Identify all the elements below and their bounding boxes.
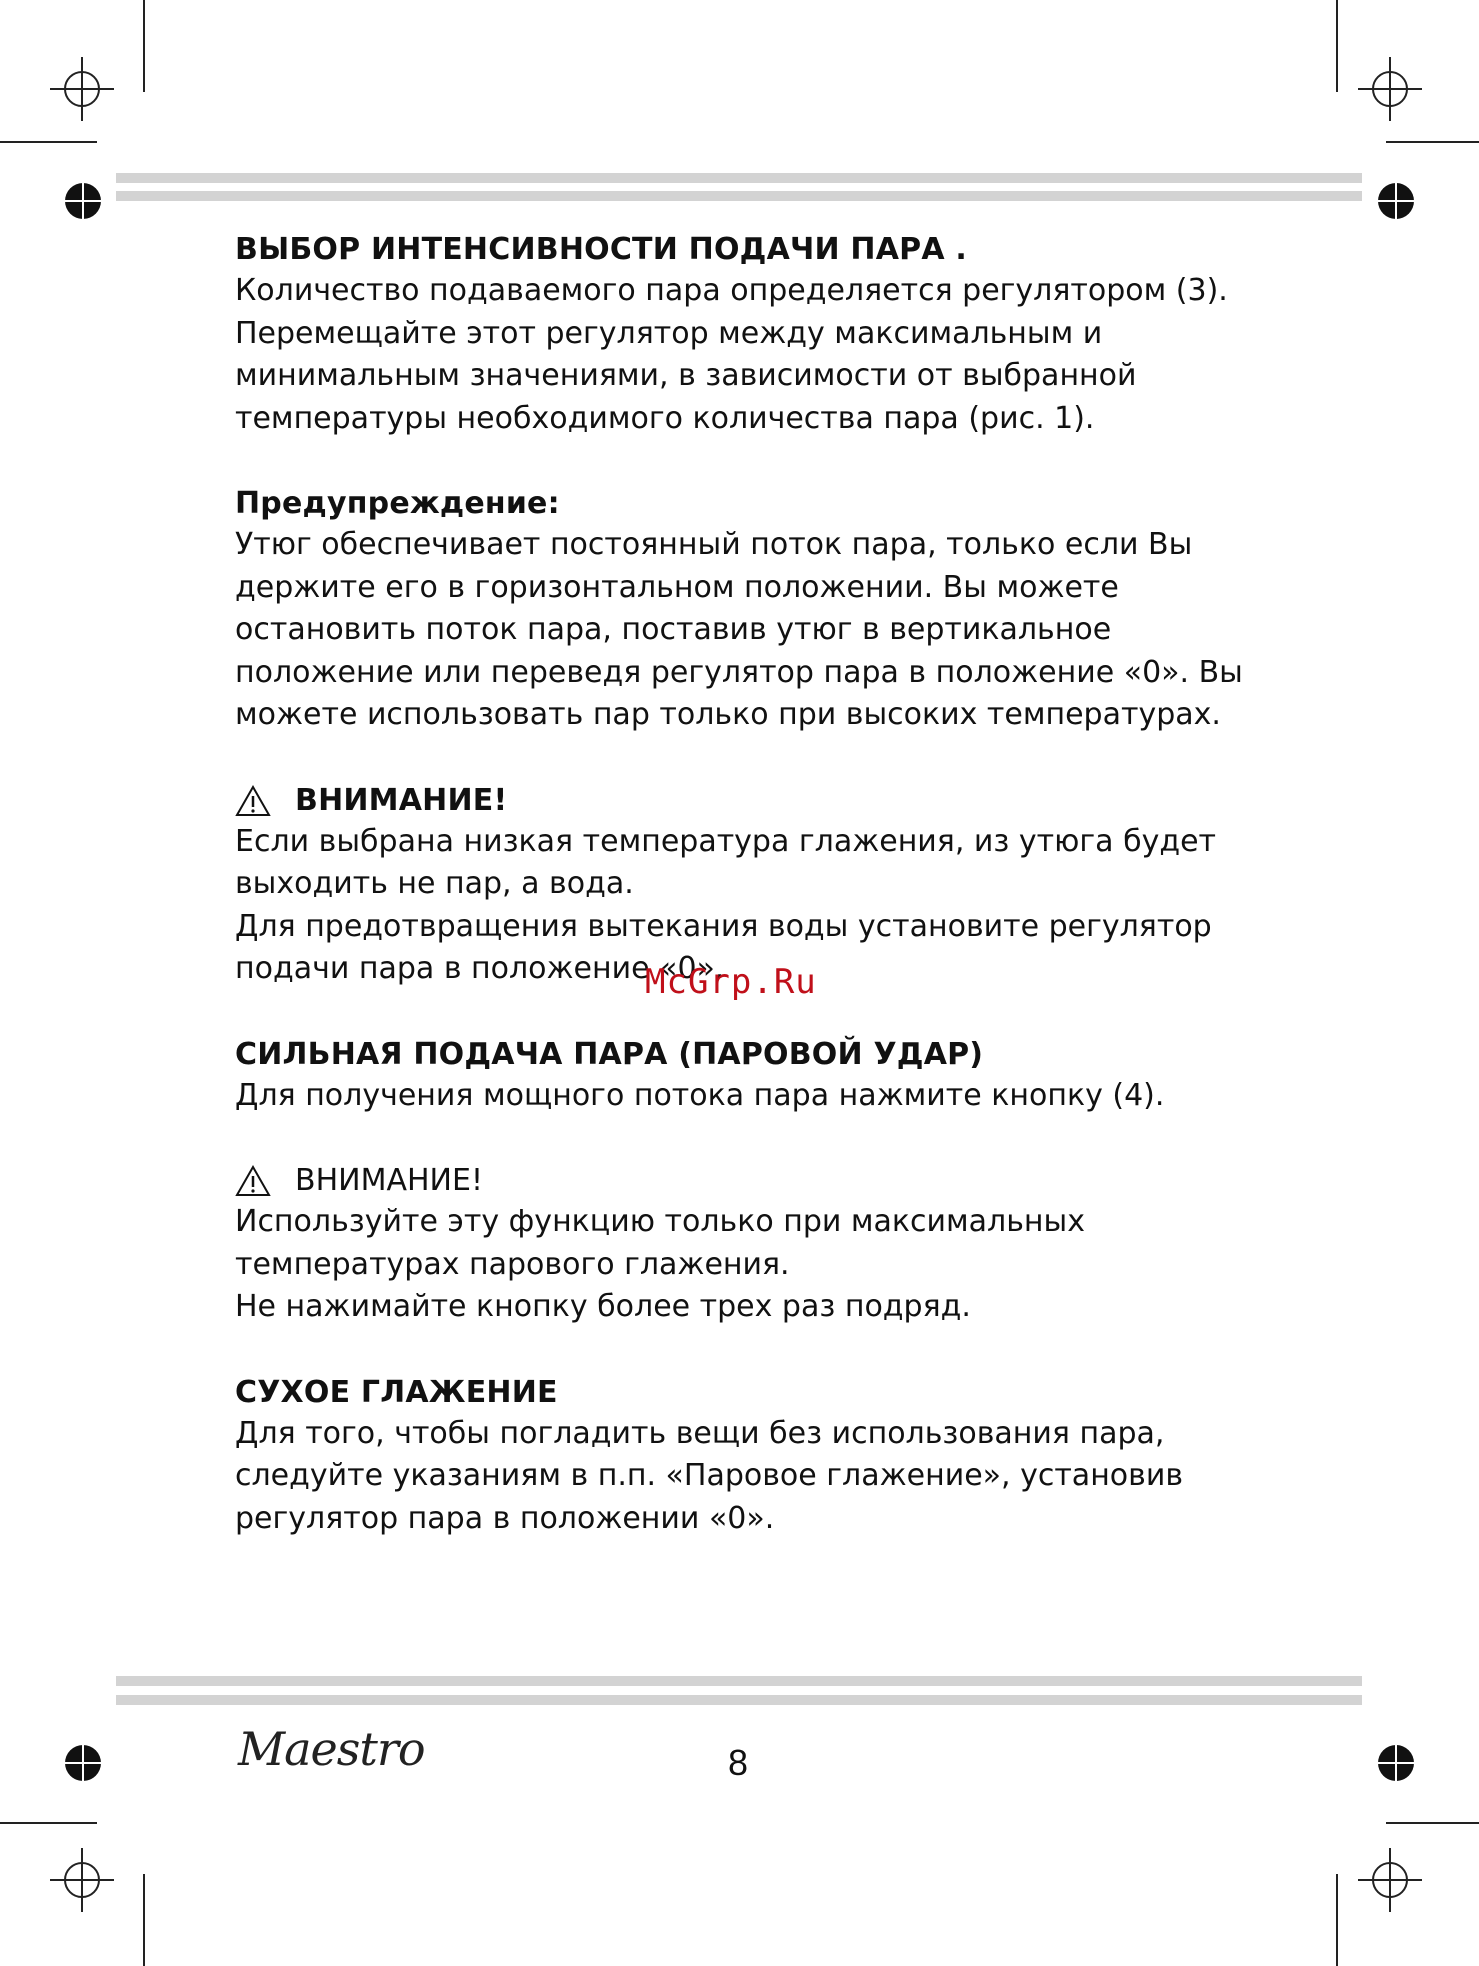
text-line: регулятор пара в положении «0». (235, 1500, 775, 1536)
registration-mark-icon (50, 1848, 114, 1912)
text-line: выходить не пар, а вода. (235, 866, 634, 901)
filled-circle-crosshair-icon (63, 181, 103, 221)
text-line: подачи пара в положение «0». (235, 951, 725, 986)
crop-line (0, 1822, 97, 1824)
watermark: McGrp.Ru (645, 962, 817, 1002)
text-line: положение или переведя регулятор пара в положение «0». Вы (235, 654, 1243, 690)
text-line: Для предотвращения вытекания воды установите регулятор (235, 908, 1212, 944)
registration-mark-icon (1358, 57, 1422, 121)
page-content (235, 230, 1255, 1540)
section-heading: ВНИМАНИЕ! (295, 1163, 483, 1198)
brand-logo: Maestro (238, 1722, 425, 1776)
attention-heading-row (235, 1161, 1255, 1201)
text-line: остановить поток пара, поставив утюг в вертикальное (235, 612, 1112, 647)
warning-triangle-icon (235, 785, 271, 817)
section-heading: ВНИМАНИЕ! (295, 782, 508, 818)
filled-circle-crosshair-icon (1376, 1743, 1416, 1783)
warning-triangle-icon (235, 1165, 271, 1197)
text-line: Количество подаваемого пара определяется регулятором (3). (235, 273, 1228, 308)
text-line: Для получения мощного потока пара нажмите кнопку (4). (235, 1077, 1165, 1113)
section-heading: ВЫБОР ИНТЕНСИВНОСТИ ПОДАЧИ ПАРА . (235, 232, 967, 267)
registration-mark-icon (1358, 1848, 1422, 1912)
crop-line (1386, 141, 1479, 143)
text-line: Для того, чтобы погладить вещи без использования пара, (235, 1415, 1165, 1451)
registration-mark-icon (50, 57, 114, 121)
text-line: Не нажимайте кнопку более трех раз подряд. (235, 1289, 971, 1324)
crop-line (1336, 0, 1338, 92)
footer-band-bottom (116, 1695, 1362, 1705)
section-attention-low-temp (235, 781, 1255, 991)
text-line: Перемещайте этот регулятор между максимальным и (235, 315, 1103, 351)
section-steam-intensity (235, 230, 1255, 440)
text-line: следуйте указаниям в п.п. «Паровое глажение», установив (235, 1458, 1184, 1493)
header-band-bottom (116, 191, 1362, 201)
text-line: можете использовать пар только при высоких температурах. (235, 697, 1221, 732)
section-steam-shot (235, 1035, 1255, 1118)
section-heading: СИЛЬНАЯ ПОДАЧА ПАРА (ПАРОВОЙ УДАР) (235, 1036, 984, 1072)
text-line: Используйте эту функцию только при максимальных (235, 1204, 1085, 1239)
section-heading: Предупреждение: (235, 486, 560, 521)
footer-band-top (116, 1676, 1362, 1686)
filled-circle-crosshair-icon (1376, 181, 1416, 221)
attention-heading-row (235, 781, 1255, 821)
section-warning (235, 484, 1255, 737)
crop-line (1336, 1874, 1338, 1966)
text-line: минимальным значениями, в зависимости от выбранной (235, 358, 1137, 393)
crop-line (143, 0, 145, 92)
text-line: температурах парового глажения. (235, 1246, 790, 1282)
text-line: Утюг обеспечивает постоянный поток пара, только если Вы (235, 527, 1193, 562)
filled-circle-crosshair-icon (63, 1743, 103, 1783)
section-heading: СУХОЕ ГЛАЖЕНИЕ (235, 1374, 558, 1410)
text-line: температуры необходимого количества пара (рис. 1). (235, 400, 1095, 436)
text-line: держите его в горизонтальном положении. Вы можете (235, 569, 1119, 605)
section-attention-steam-shot (235, 1161, 1255, 1329)
crop-line (1386, 1822, 1479, 1824)
crop-line (0, 141, 97, 143)
header-band-top (116, 173, 1362, 183)
page-number: 8 (728, 1742, 749, 1783)
text-line: Если выбрана низкая температура глажения, из утюга будет (235, 823, 1217, 859)
section-dry-ironing (235, 1373, 1255, 1541)
crop-line (143, 1874, 145, 1966)
